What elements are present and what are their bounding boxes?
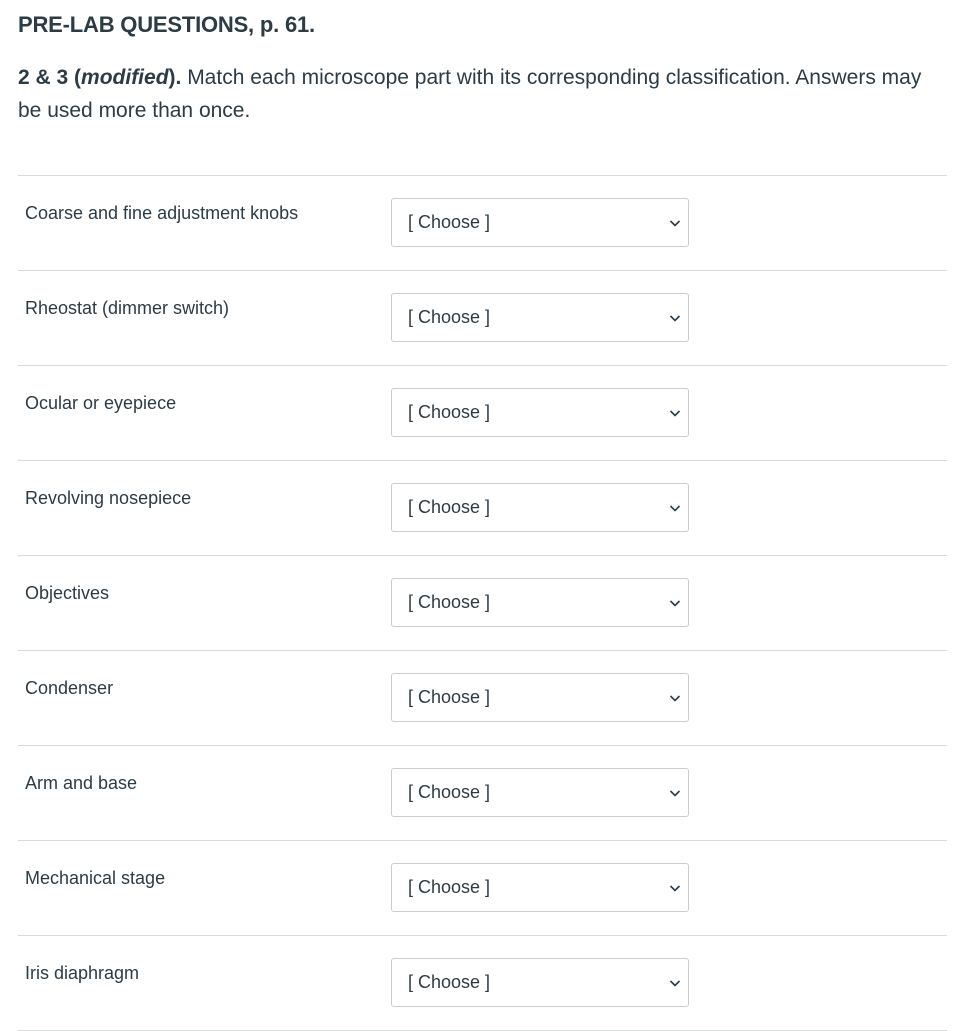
dropdown-selected-value: [ Choose ] [408,402,491,422]
question-number-prefix: 2 & 3 ( [18,66,82,89]
chevron-down-icon [669,407,681,419]
dropdown-selected-value: [ Choose ] [408,592,491,612]
answer-dropdown[interactable] [391,863,689,912]
answer-dropdown[interactable] [391,198,689,247]
dropdown-selected-value: [ Choose ] [408,687,491,707]
matching-row [18,841,947,936]
chevron-down-icon [669,787,681,799]
answer-dropdown[interactable] [391,483,689,532]
matching-item-label: Revolving nosepiece [25,488,192,508]
matching-row [18,556,947,651]
matching-row [18,176,947,271]
matching-row [18,461,947,556]
chevron-down-icon [669,312,681,324]
dropdown-selected-value: [ Choose ] [408,497,491,517]
chevron-down-icon [669,597,681,609]
matching-item-label: Mechanical stage [25,868,166,888]
answer-dropdown[interactable] [391,958,689,1007]
matching-item-label: Condenser [25,678,114,698]
matching-item-label: Objectives [25,583,110,603]
matching-item-label: Coarse and fine adjustment knobs [25,203,299,223]
dropdown-selected-value: [ Choose ] [408,877,491,897]
chevron-down-icon [669,217,681,229]
matching-item-label: Rheostat (dimmer switch) [25,298,230,318]
matching-row [18,271,947,366]
matching-item-label: Ocular or eyepiece [25,393,177,413]
question-instructions: Match each microscope part with its corresponding classification. Answers may be used more than once. [18,66,922,122]
matching-list [18,175,947,1031]
matching-item-label: Iris diaphragm [25,963,140,983]
chevron-down-icon [669,882,681,894]
answer-dropdown[interactable] [391,578,689,627]
matching-item-label: Arm and base [25,773,138,793]
dropdown-selected-value: [ Choose ] [408,307,491,327]
matching-row [18,651,947,746]
answer-dropdown[interactable] [391,388,689,437]
answer-dropdown[interactable] [391,768,689,817]
dropdown-selected-value: [ Choose ] [408,212,491,232]
chevron-down-icon [669,502,681,514]
dropdown-selected-value: [ Choose ] [408,782,491,802]
dropdown-selected-value: [ Choose ] [408,972,491,992]
chevron-down-icon [669,977,681,989]
question-modified-label: modified [81,66,169,89]
answer-dropdown[interactable] [391,673,689,722]
matching-row [18,366,947,461]
matching-row [18,746,947,841]
page-heading: PRE-LAB QUESTIONS, p. 61. [18,12,315,37]
matching-row [18,936,947,1031]
answer-dropdown[interactable] [391,293,689,342]
question-number-suffix: ). [168,66,182,89]
chevron-down-icon [669,692,681,704]
question-text [18,61,948,127]
